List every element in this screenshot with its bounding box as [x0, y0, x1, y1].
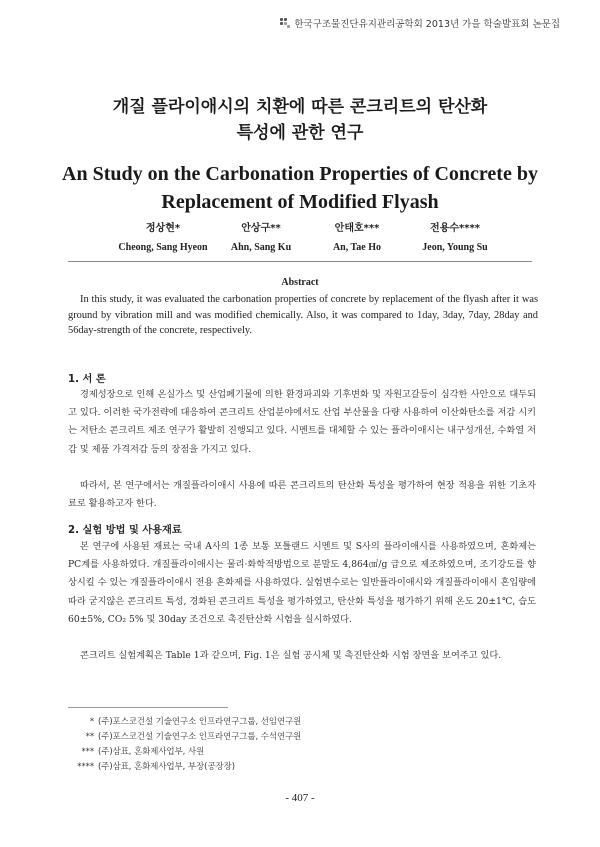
- author-name-english: An, Tae Ho: [332, 242, 382, 253]
- footnote: [68, 729, 528, 744]
- paragraph: 본 연구에 사용된 재료는 국내 A사의 1종 보통 포틀랜드 시멘트 및 S사의 플라이애시를 사용하였으며, 혼화제는 PC계를 사용하였다. 개질플라이애시는 물리·화학적방법으로 분말도 4,864㎠/g 급으로 제조하였으며, 조기강도를 향상시킬 수 있는 개질플라이애시 전용 혼화제를 사용하였다. 실험변수로는 일반플라이애시와 개질플라이애시 혼입량에 따라 굳지않은 콘크리트 특성, 경화된 콘크리트 특성을 평가하였고, 탄산화 특성을 평가하기 위해 온도 20±1℃, 습도 60±5%, CO₂ 5% 및 30day 조건으로 촉진탄산화 시험을 실시하였다.: [68, 541, 536, 625]
- section-heading-introduction: 1. 서 론: [68, 374, 106, 385]
- author-name-korean: 안상구**: [241, 223, 281, 234]
- running-header: [280, 16, 560, 30]
- footnote: [68, 759, 528, 774]
- footnote-mark: ****: [77, 761, 94, 771]
- footnote-text: (주)삼표, 혼화제사업부, 사원: [98, 746, 205, 756]
- footnote-mark: *: [89, 716, 94, 726]
- title-korean-line2: 특성에 관한 연구: [236, 123, 364, 143]
- footnote: [68, 714, 528, 729]
- author-name-english: Ahn, Sang Ku: [230, 242, 292, 253]
- footnote-mark: **: [85, 731, 94, 741]
- footnote-text: (주)포스코건설 기술연구소 인프라연구그룹, 수석연구원: [98, 731, 302, 741]
- abstract-body: In this study, it was evaluated the carbonation properties of concrete by replacement of the flyash after it was ground by vibration mill and was modified chemically. Also, it was compared to 1day, 3day, 7day, 28day and 56day-strength of the concrete, respectively.: [68, 294, 538, 336]
- footnote-divider: [68, 707, 228, 708]
- squares-icon: [280, 18, 290, 28]
- footnote-text: (주)포스코건설 기술연구소 인프라연구그룹, 선임연구원: [98, 716, 302, 726]
- author: [390, 222, 520, 254]
- header-text: 한국구조물진단유지관리공학회 2013년 가을 학술발표회 논문집: [294, 19, 560, 30]
- title-korean-line1: 개질 플라이애시의 치환에 따른 콘크리트의 탄산화: [112, 97, 488, 117]
- author-name-korean: 안태호***: [334, 223, 380, 234]
- page-number: - 407 -: [285, 792, 315, 804]
- title-english-line1: An Study on the Carbonation Properties of Concrete by: [62, 163, 538, 185]
- footnote-text: (주)삼표, 혼화제사업부, 부장(공장장): [98, 761, 235, 771]
- title-english-line2: Replacement of Modified Flyash: [161, 191, 439, 213]
- footnote: [68, 744, 528, 759]
- footnote-mark: ***: [81, 746, 94, 756]
- footnotes: [68, 714, 528, 774]
- author-name-korean: 정상현*: [145, 223, 181, 234]
- abstract-heading: Abstract: [281, 277, 319, 288]
- author-name-korean: 전용수****: [430, 223, 480, 234]
- author-name-english: Jeon, Young Su: [422, 242, 488, 253]
- paragraph: 콘크리트 실험계획은 Table 1과 같으며, Fig. 1은 실험 공시체 및 촉진탄산화 시험 장면을 보여주고 있다.: [80, 650, 502, 661]
- paragraph: 경제성장으로 인해 온실가스 및 산업폐기물에 의한 환경파괴와 기후변화 및 자원고갈등이 심각한 사안으로 대두되고 있다. 이러한 국가전략에 대응하여 콘크리트 산업분야에서도 산업 부산물을 다량 사용하여 이산화탄소를 저감 시키는 저탄소 콘크리트 제조 연구가 활발히 진행되고 있다. 시멘트를 대체할 수 있는 플라이애시는 내구성개선, 수화열 저감 및 제품 가격저감 등의 장점을 가지고 있다.: [68, 389, 536, 455]
- paragraph: 따라서, 본 연구에서는 개질플라이애시 사용에 따른 콘크리트의 탄산화 특성을 평가하여 현장 적용을 위한 기초자료로 활용하고자 한다.: [68, 480, 536, 510]
- divider: [68, 261, 532, 262]
- section-heading-methods: 2. 실험 방법 및 사용재료: [68, 525, 182, 536]
- author-name-english: Cheong, Sang Hyeon: [118, 242, 208, 253]
